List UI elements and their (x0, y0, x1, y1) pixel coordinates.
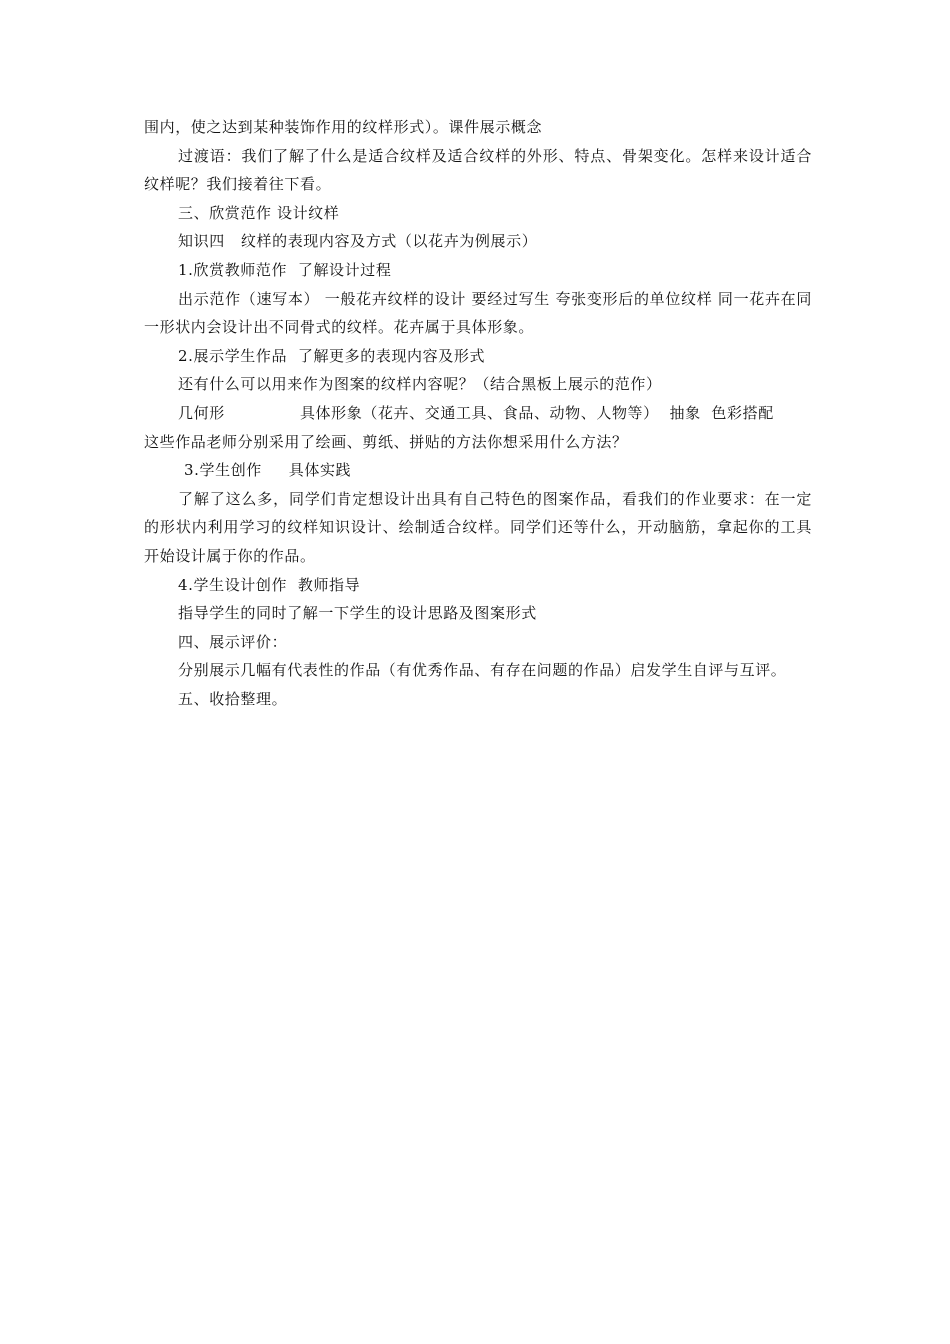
section-heading-3: 三、欣赏范作 设计纹样 (178, 203, 340, 222)
step-heading-1: 1.欣赏教师范作 了解设计过程 (178, 260, 392, 279)
paragraph-teacher-example: 出示范作（速写本） 一般花卉纹样的设计 要经过写生 夸张变形后的单位纹样 同一花卉在同一形状内会设计出不同骨式的纹样。花卉属于具体形象。 (144, 289, 812, 337)
paragraph-evaluation: 分别展示几幅有代表性的作品（有优秀作品、有存在问题的作品）启发学生自评与互评。 (178, 661, 787, 680)
step-heading-2: 2.展示学生作品 了解更多的表现内容及形式 (178, 346, 486, 365)
paragraph-assignment: 了解了这么多，同学们肯定想设计出具有自己特色的图案作品，看我们的作业要求：在一定的形状内利用学习的纹样知识设计、绘制适合纹样。同学们还等什么，开动脑筋，拿起你的工具开始设计属于你的作品。 (144, 489, 812, 565)
paragraph-guidance: 指导学生的同时了解一下学生的设计思路及图案形式 (178, 604, 537, 623)
section-heading-4: 四、展示评价： (178, 632, 288, 651)
document-body (144, 113, 812, 713)
paragraph-content-types: 几何形 具体形象（花卉、交通工具、食品、动物、人物等） 抽象 色彩搭配 (178, 403, 774, 422)
paragraph-continuation: 围内，使之达到某种装饰作用的纹样形式）。课件展示概念 (144, 118, 543, 136)
section-heading-5: 五、收拾整理。 (178, 689, 288, 708)
paragraph-question: 还有什么可以用来作为图案的纹样内容呢？（结合黑板上展示的范作） (178, 375, 662, 394)
knowledge-heading-4: 知识四 纹样的表现内容及方式（以花卉为例展示） (178, 232, 538, 251)
paragraph-methods: 这些作品老师分别采用了绘画、剪纸、拼贴的方法你想采用什么方法？ (144, 432, 628, 451)
step-heading-3: 3.学生创作 具体实践 (184, 461, 352, 480)
step-heading-4: 4.学生设计创作 教师指导 (178, 575, 361, 594)
paragraph-transition: 过渡语：我们了解了什么是适合纹样及适合纹样的外形、特点、骨架变化。怎样来设计适合纹样呢？我们接着往下看。 (144, 146, 812, 194)
